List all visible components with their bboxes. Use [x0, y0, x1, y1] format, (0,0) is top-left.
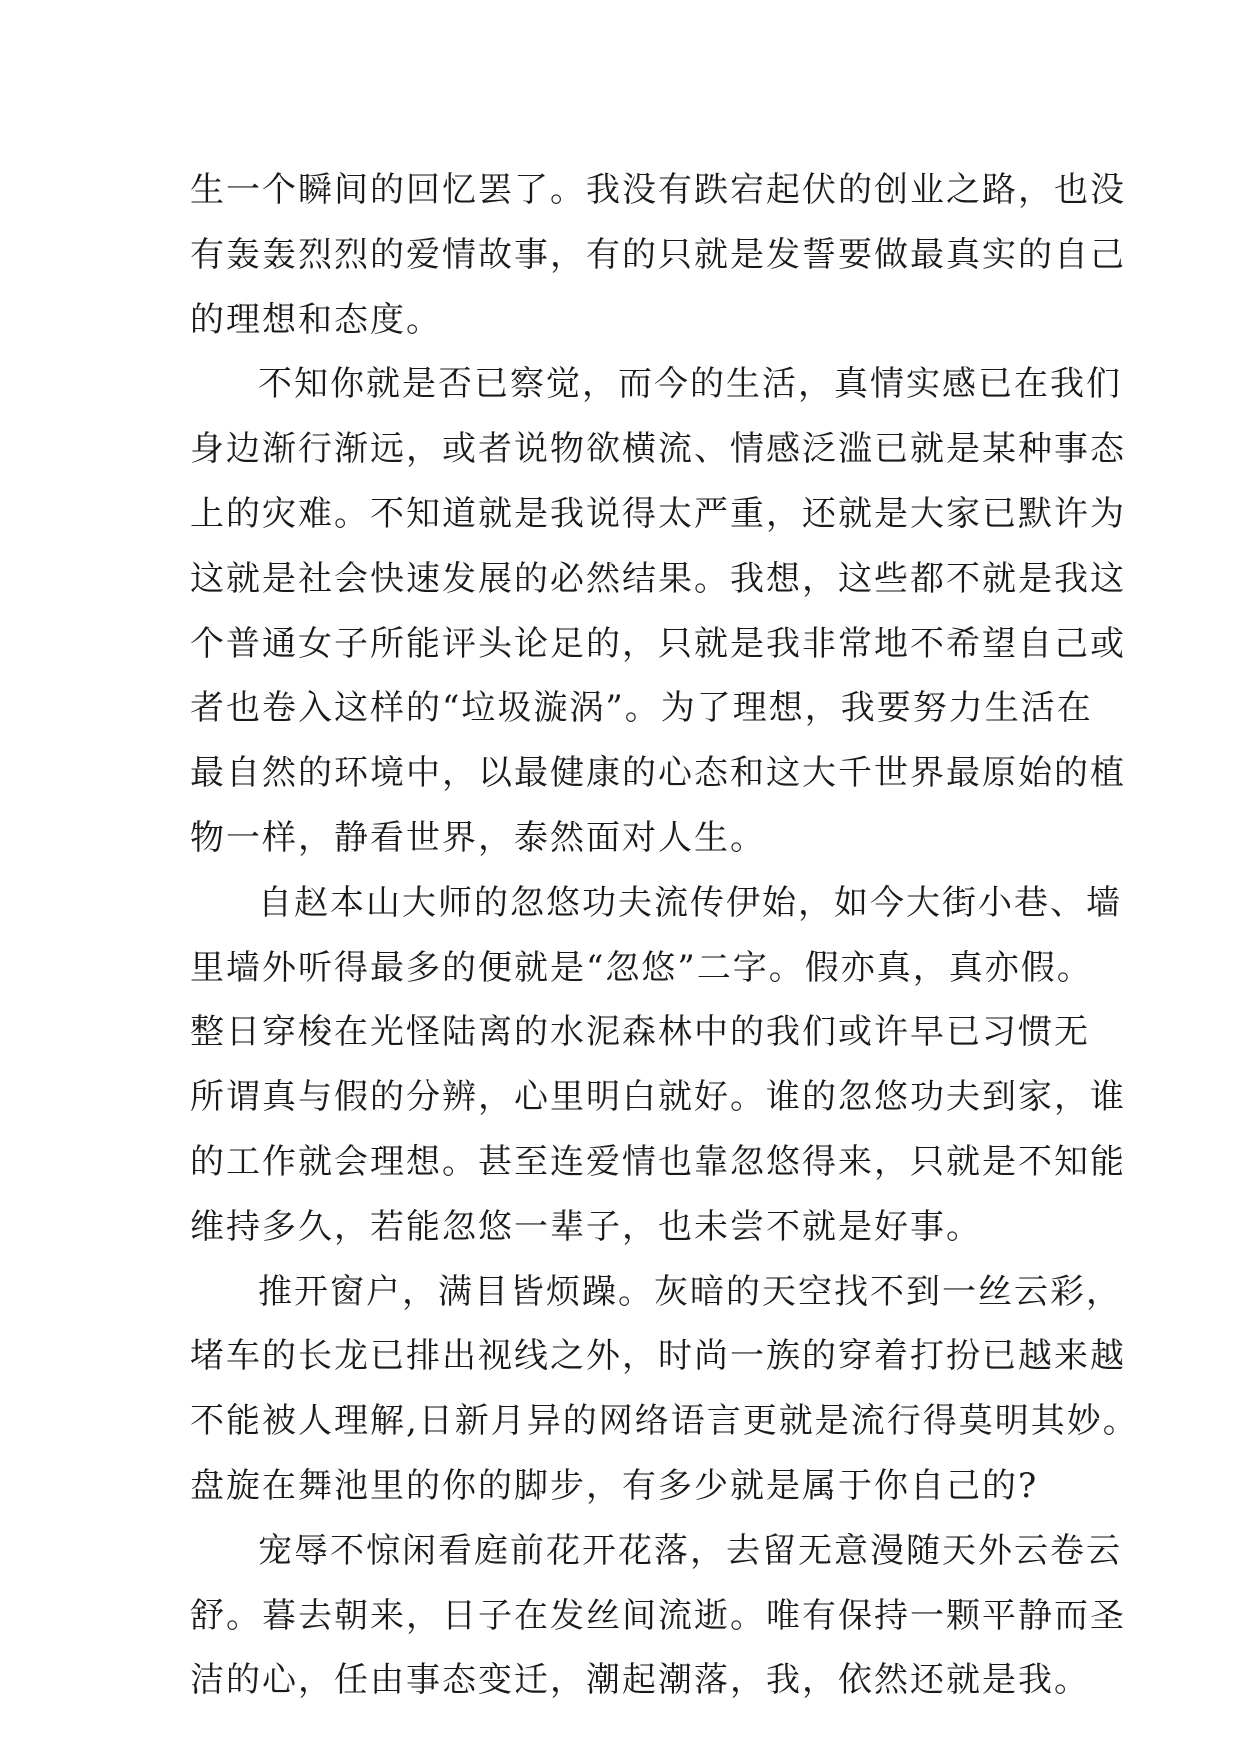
text-line: 者也卷入这样的“垃圾漩涡”。为了理想，我要努力生活在: [190, 688, 1093, 729]
text-line: 物一样，静看世界，泰然面对人生。: [190, 817, 766, 858]
text-line: 洁的心，任由事态变迁，潮起潮落，我，依然还就是我。: [190, 1660, 1090, 1701]
text-line: 生一个瞬间的回忆罢了。我没有跌宕起伏的创业之路，也没: [190, 170, 1126, 210]
text-line: 个普通女子所能评头论足的，只就是我非常地不希望自己或: [190, 623, 1126, 664]
text-line: 上的灾难。不知道就是我说得太严重，还就是大家已默许为: [190, 493, 1126, 534]
text-line: 身边渐行渐远，或者说物欲横流、情感泛滥已就是某种事态: [190, 429, 1126, 470]
text-line: 的工作就会理想。甚至连爱情也靠忽悠得来，只就是不知能: [190, 1141, 1126, 1182]
text-line: 整日穿梭在光怪陆离的水泥森林中的我们或许早已习惯无: [190, 1012, 1090, 1053]
text-line: 有轰轰烈烈的爱情故事，有的只就是发誓要做最真实的自己: [190, 234, 1126, 275]
paragraph: [190, 871, 1126, 1260]
body-text: [190, 158, 1139, 1713]
text-line: 推开窗户，满目皆烦躁。灰暗的天空找不到一丝云彩，: [258, 1271, 1122, 1312]
text-line: 堵车的长龙已排出视线之外，时尚一族的穿着打扮已越来越: [190, 1336, 1126, 1377]
text-line: 自赵本山大师的忽悠功夫流传伊始，如今大街小巷、墙: [258, 882, 1122, 923]
text-line: 最自然的环境中，以最健康的心态和这大千世界最原始的植: [190, 753, 1126, 794]
text-line: 这就是社会快速发展的必然结果。我想，这些都不就是我这: [190, 558, 1126, 599]
text-line: 不知你就是否已察觉，而今的生活，真情实感已在我们: [258, 364, 1122, 405]
text-line: 维持多久，若能忽悠一辈子，也未尝不就是好事。: [190, 1206, 982, 1247]
text-line: 宠辱不惊闲看庭前花开花落，去留无意漫随天外云卷云: [258, 1530, 1122, 1571]
text-line: 舒。暮去朝来，日子在发丝间流逝。唯有保持一颗平静而圣: [190, 1595, 1126, 1636]
text-line: 里墙外听得最多的便就是“忽悠”二字。假亦真，真亦假。: [190, 947, 1093, 988]
text-line: 的理想和态度。: [190, 299, 442, 340]
paragraph: [190, 1519, 1126, 1713]
text-line: 盘旋在舞池里的你的脚步，有多少就是属于你自己的?: [190, 1465, 1039, 1506]
paragraph: [190, 158, 1126, 352]
text-line: 不能被人理解,日新月异的网络语言更就是流行得莫明其妙。: [190, 1401, 1139, 1442]
text-line: 所谓真与假的分辨，心里明白就好。谁的忽悠功夫到家，谁: [190, 1077, 1126, 1118]
paragraph: [190, 1260, 1139, 1519]
paragraph: [190, 352, 1126, 870]
